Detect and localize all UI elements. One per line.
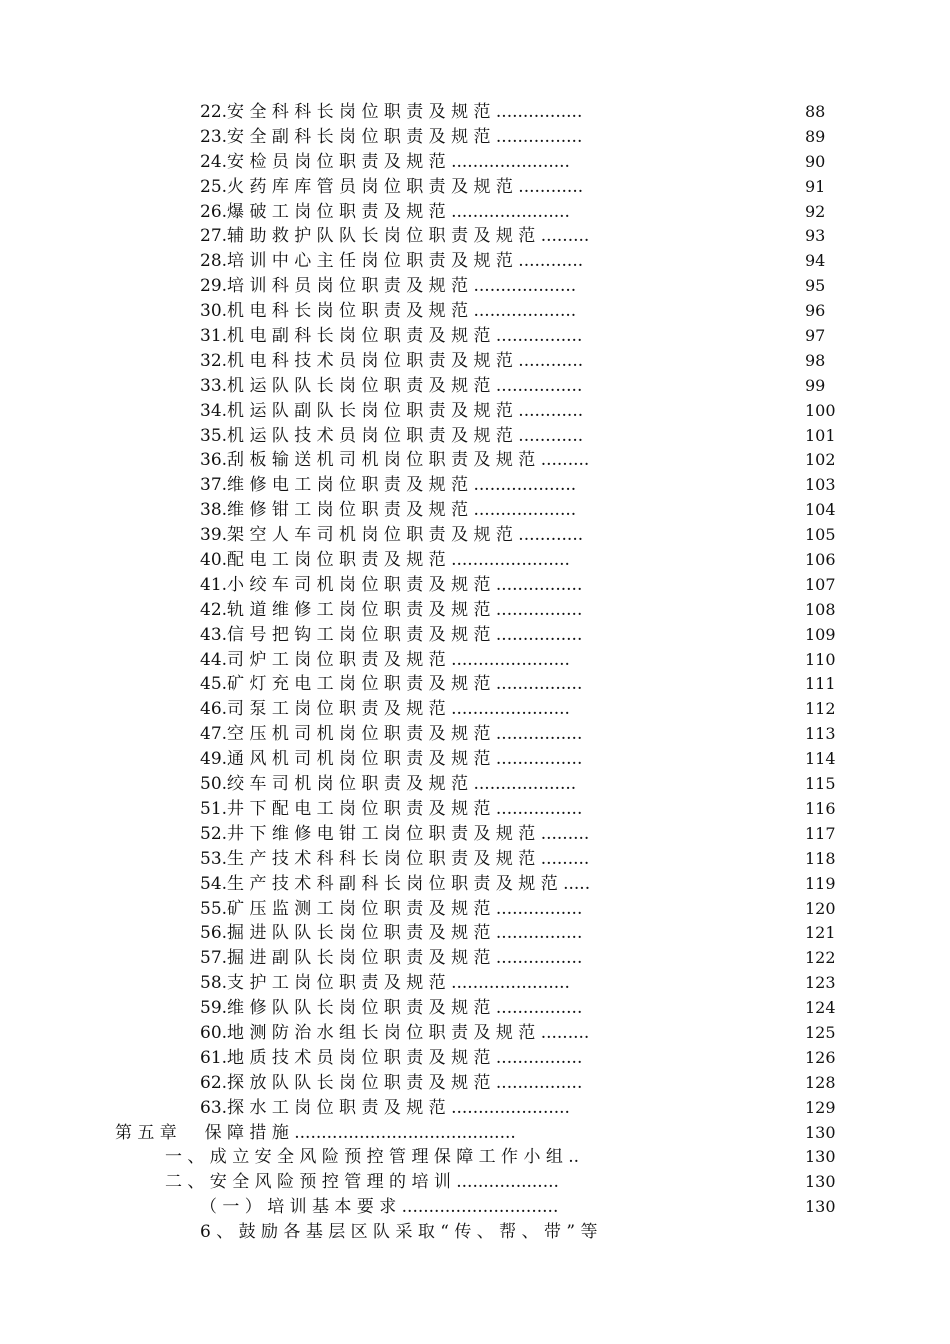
toc-page-number: 103 [805, 475, 836, 495]
toc-entry-text: 23.安 全 副 科 长 岗 位 职 责 及 规 范 ................ [200, 126, 583, 147]
toc-entry[interactable] [0, 150, 950, 175]
toc-entry[interactable] [0, 249, 950, 274]
toc-page-number: 121 [805, 923, 836, 943]
toc-entry[interactable] [0, 722, 950, 747]
toc-entry-text: 第 五 章 保 障 措 施 ......................................... [115, 1122, 516, 1143]
toc-page-number: 130 [805, 1122, 836, 1142]
toc-entry[interactable] [0, 349, 950, 374]
toc-page-number: 105 [805, 525, 836, 545]
toc-page-number: 126 [805, 1047, 836, 1067]
toc-entry-text: 38.维 修 钳 工 岗 位 职 责 及 规 范 ................... [200, 500, 577, 521]
toc-entry[interactable] [0, 424, 950, 449]
toc-entry[interactable] [0, 399, 950, 424]
toc-entry-text: 28.培 训 中 心 主 任 岗 位 职 责 及 规 范 ............ [200, 251, 584, 272]
toc-entry[interactable] [0, 772, 950, 797]
toc-entry-text: 58.支 护 工 岗 位 职 责 及 规 范 ...................... [200, 973, 570, 994]
toc-entry-text: 45.矿 灯 充 电 工 岗 位 职 责 及 规 范 ................ [200, 674, 583, 695]
toc-page-number: 117 [805, 823, 836, 843]
toc-entry-text: 25.火 药 库 库 管 员 岗 位 职 责 及 规 范 ............ [200, 176, 584, 197]
toc-entry-text: 57.掘 进 副 队 长 岗 位 职 责 及 规 范 ................ [200, 948, 583, 969]
toc-entry-text: 50.绞 车 司 机 岗 位 职 责 及 规 范 ................... [200, 774, 577, 795]
toc-entry[interactable] [0, 921, 950, 946]
toc-page-number: 115 [805, 774, 836, 794]
toc-entry[interactable] [0, 822, 950, 847]
toc-entry-text: 22.安 全 科 科 长 岗 位 职 责 及 规 范 ................ [200, 102, 583, 122]
toc-entry-text: 29.培 训 科 员 岗 位 职 责 及 规 范 ................... [200, 276, 577, 297]
toc-entry[interactable] [0, 274, 950, 299]
toc-page-number: 104 [805, 500, 836, 520]
toc-entry[interactable] [0, 648, 950, 673]
toc-entry[interactable] [0, 200, 950, 225]
toc-entry[interactable] [0, 1021, 950, 1046]
toc-entry[interactable] [0, 872, 950, 897]
toc-page-number: 100 [805, 400, 836, 420]
toc-page-number: 128 [805, 1072, 836, 1092]
body-text-line [0, 1220, 950, 1245]
toc-page-number: 124 [805, 998, 836, 1018]
toc-entry-text: 47.空 压 机 司 机 岗 位 职 责 及 规 范 ................ [200, 724, 583, 745]
toc-entry[interactable] [0, 847, 950, 872]
toc-section-1[interactable] [0, 1145, 950, 1170]
toc-entry-text: 27.辅 助 救 护 队 队 长 岗 位 职 责 及 规 范 ......... [200, 226, 590, 247]
toc-page-number: 129 [805, 1097, 836, 1117]
toc-entry[interactable] [0, 299, 950, 324]
toc-entry[interactable] [0, 797, 950, 822]
toc-entry-text: 54.生 产 技 术 科 副 科 长 岗 位 职 责 及 规 范 ..... [200, 873, 591, 894]
paragraph-text: 6 、 鼓 励 各 基 层 区 队 采 取 “ 传 、 帮 、 带 ” 等 [200, 1222, 598, 1243]
toc-page-number: 130 [805, 1197, 836, 1217]
toc-page-number: 106 [805, 550, 836, 570]
toc-entry[interactable] [0, 1096, 950, 1121]
toc-entry[interactable] [0, 473, 950, 498]
toc-entry[interactable] [0, 523, 950, 548]
toc-page-number: 97 [805, 326, 826, 346]
toc-page-number: 91 [805, 176, 826, 196]
toc-entry-text: 32.机 电 科 技 术 员 岗 位 职 责 及 规 范 ............ [200, 350, 584, 371]
toc-entry-text: 49.通 风 机 司 机 岗 位 职 责 及 规 范 ................ [200, 749, 583, 770]
toc-page-number: 101 [805, 425, 836, 445]
toc-entry-text: 34.机 运 队 副 队 长 岗 位 职 责 及 规 范 ............ [200, 400, 584, 421]
toc-page-number: 130 [805, 1172, 836, 1192]
toc-entry[interactable] [0, 1046, 950, 1071]
toc-section-2[interactable] [0, 1170, 950, 1195]
toc-subsection-1[interactable] [0, 1195, 950, 1220]
toc-page-number: 107 [805, 574, 836, 594]
toc-entry-text: 56.掘 进 队 队 长 岗 位 职 责 及 规 范 ................ [200, 923, 583, 944]
toc-page-number: 108 [805, 599, 836, 619]
toc-entry[interactable] [0, 125, 950, 150]
toc-entry-text: 30.机 电 科 长 岗 位 职 责 及 规 范 ................... [200, 301, 577, 322]
toc-page-number: 88 [805, 102, 826, 121]
toc-entry-text: 41.小 绞 车 司 机 岗 位 职 责 及 规 范 ................ [200, 574, 583, 595]
toc-page-number: 113 [805, 724, 836, 744]
toc-entry[interactable] [0, 448, 950, 473]
toc-page-number: 94 [805, 251, 826, 271]
toc-page-number: 111 [805, 674, 836, 694]
toc-entry-text: 37.维 修 电 工 岗 位 职 责 及 规 范 ................... [200, 475, 577, 496]
toc-entry-text: 52.井 下 维 修 电 钳 工 岗 位 职 责 及 规 范 ......... [200, 823, 590, 844]
toc-page-number: 119 [805, 873, 836, 893]
toc-entry-text: 35.机 运 队 技 术 员 岗 位 职 责 及 规 范 ............ [200, 425, 584, 446]
toc-entry[interactable] [0, 573, 950, 598]
toc-entry-text: 62.探 放 队 队 长 岗 位 职 责 及 规 范 ................ [200, 1072, 583, 1093]
toc-page-number: 120 [805, 898, 836, 918]
toc-entry[interactable] [0, 224, 950, 249]
toc-entry-text: 43.信 号 把 钩 工 岗 位 职 责 及 规 范 ................ [200, 624, 583, 645]
toc-entry-text: 55.矿 压 监 测 工 岗 位 职 责 及 规 范 ................ [200, 898, 583, 919]
toc-entry[interactable] [0, 897, 950, 922]
toc-page-number: 96 [805, 301, 826, 321]
toc-entry[interactable] [0, 324, 950, 349]
toc-page-number: 92 [805, 201, 826, 221]
toc-page-number: 130 [805, 1147, 836, 1167]
toc-page-number: 125 [805, 1022, 836, 1042]
toc-page-number: 95 [805, 276, 826, 296]
toc-entry[interactable] [0, 374, 950, 399]
toc-entry-text: 36.刮 板 输 送 机 司 机 岗 位 职 责 及 规 范 ......... [200, 450, 590, 471]
toc-entry-text: 60.地 测 防 治 水 组 长 岗 位 职 责 及 规 范 ......... [200, 1022, 590, 1043]
toc-entry-text: 42.轨 道 维 修 工 岗 位 职 责 及 规 范 ................ [200, 599, 583, 620]
toc-entry[interactable] [0, 1071, 950, 1096]
toc-entry-text: （ 一 ） 培 训 基 本 要 求 ............................. [200, 1197, 559, 1218]
toc-page-number: 99 [805, 375, 826, 395]
toc-page-number: 112 [805, 699, 836, 719]
toc-entry-text: 26.爆 破 工 岗 位 职 责 及 规 范 ...................... [200, 201, 570, 222]
toc-entry[interactable] [0, 996, 950, 1021]
toc-entry[interactable] [0, 697, 950, 722]
toc-entry[interactable] [0, 175, 950, 200]
toc-page-number: 114 [805, 749, 836, 769]
toc-page-number: 93 [805, 226, 826, 246]
toc-page-number: 118 [805, 848, 836, 868]
toc-entry[interactable] [0, 498, 950, 523]
toc-chapter-5[interactable] [0, 1121, 950, 1146]
toc-entry-text: 31.机 电 副 科 长 岗 位 职 责 及 规 范 ................ [200, 326, 583, 347]
toc-entry-text: 53.生 产 技 术 科 科 长 岗 位 职 责 及 规 范 ......... [200, 848, 590, 869]
toc-entry[interactable] [0, 946, 950, 971]
toc-page-number: 109 [805, 624, 836, 644]
toc-page-number: 90 [805, 151, 826, 171]
toc-entry-text: 40.配 电 工 岗 位 职 责 及 规 范 ...................... [200, 550, 570, 571]
toc-entry-text: 33.机 运 队 队 长 岗 位 职 责 及 规 范 ................ [200, 375, 583, 396]
toc-entry[interactable] [0, 672, 950, 697]
toc-page-number: 123 [805, 973, 836, 993]
toc-entry-text: 一 、 成 立 安 全 风 险 预 控 管 理 保 障 工 作 小 组 .. [165, 1147, 580, 1168]
table-of-contents [0, 100, 950, 1245]
toc-entry-text: 24.安 检 员 岗 位 职 责 及 规 范 ...................... [200, 151, 570, 172]
toc-page-number: 116 [805, 798, 836, 818]
toc-entry[interactable] [0, 598, 950, 623]
toc-page-number: 110 [805, 649, 836, 669]
toc-entry-text: 二 、 安 全 风 险 预 控 管 理 的 培 训 ................... [165, 1172, 559, 1193]
toc-entry-text: 44.司 炉 工 岗 位 职 责 及 规 范 ...................... [200, 649, 570, 670]
toc-entry[interactable] [0, 100, 950, 125]
toc-entry[interactable] [0, 623, 950, 648]
toc-entry-text: 46.司 泵 工 岗 位 职 责 及 规 范 ...................... [200, 699, 570, 720]
toc-page-number: 98 [805, 350, 826, 370]
toc-entry-text: 39.架 空 人 车 司 机 岗 位 职 责 及 规 范 ............ [200, 525, 584, 546]
toc-page-number: 122 [805, 948, 836, 968]
toc-page-number: 89 [805, 126, 826, 146]
toc-entry[interactable] [0, 747, 950, 772]
toc-entry[interactable] [0, 971, 950, 996]
toc-entry-text: 51.井 下 配 电 工 岗 位 职 责 及 规 范 ................ [200, 798, 583, 819]
toc-entry-text: 63.探 水 工 岗 位 职 责 及 规 范 ...................... [200, 1097, 570, 1118]
toc-entry-text: 59.维 修 队 队 长 岗 位 职 责 及 规 范 ................ [200, 998, 583, 1019]
toc-entry-text: 61.地 质 技 术 员 岗 位 职 责 及 规 范 ................ [200, 1047, 583, 1068]
toc-entry[interactable] [0, 548, 950, 573]
toc-page-number: 102 [805, 450, 836, 470]
